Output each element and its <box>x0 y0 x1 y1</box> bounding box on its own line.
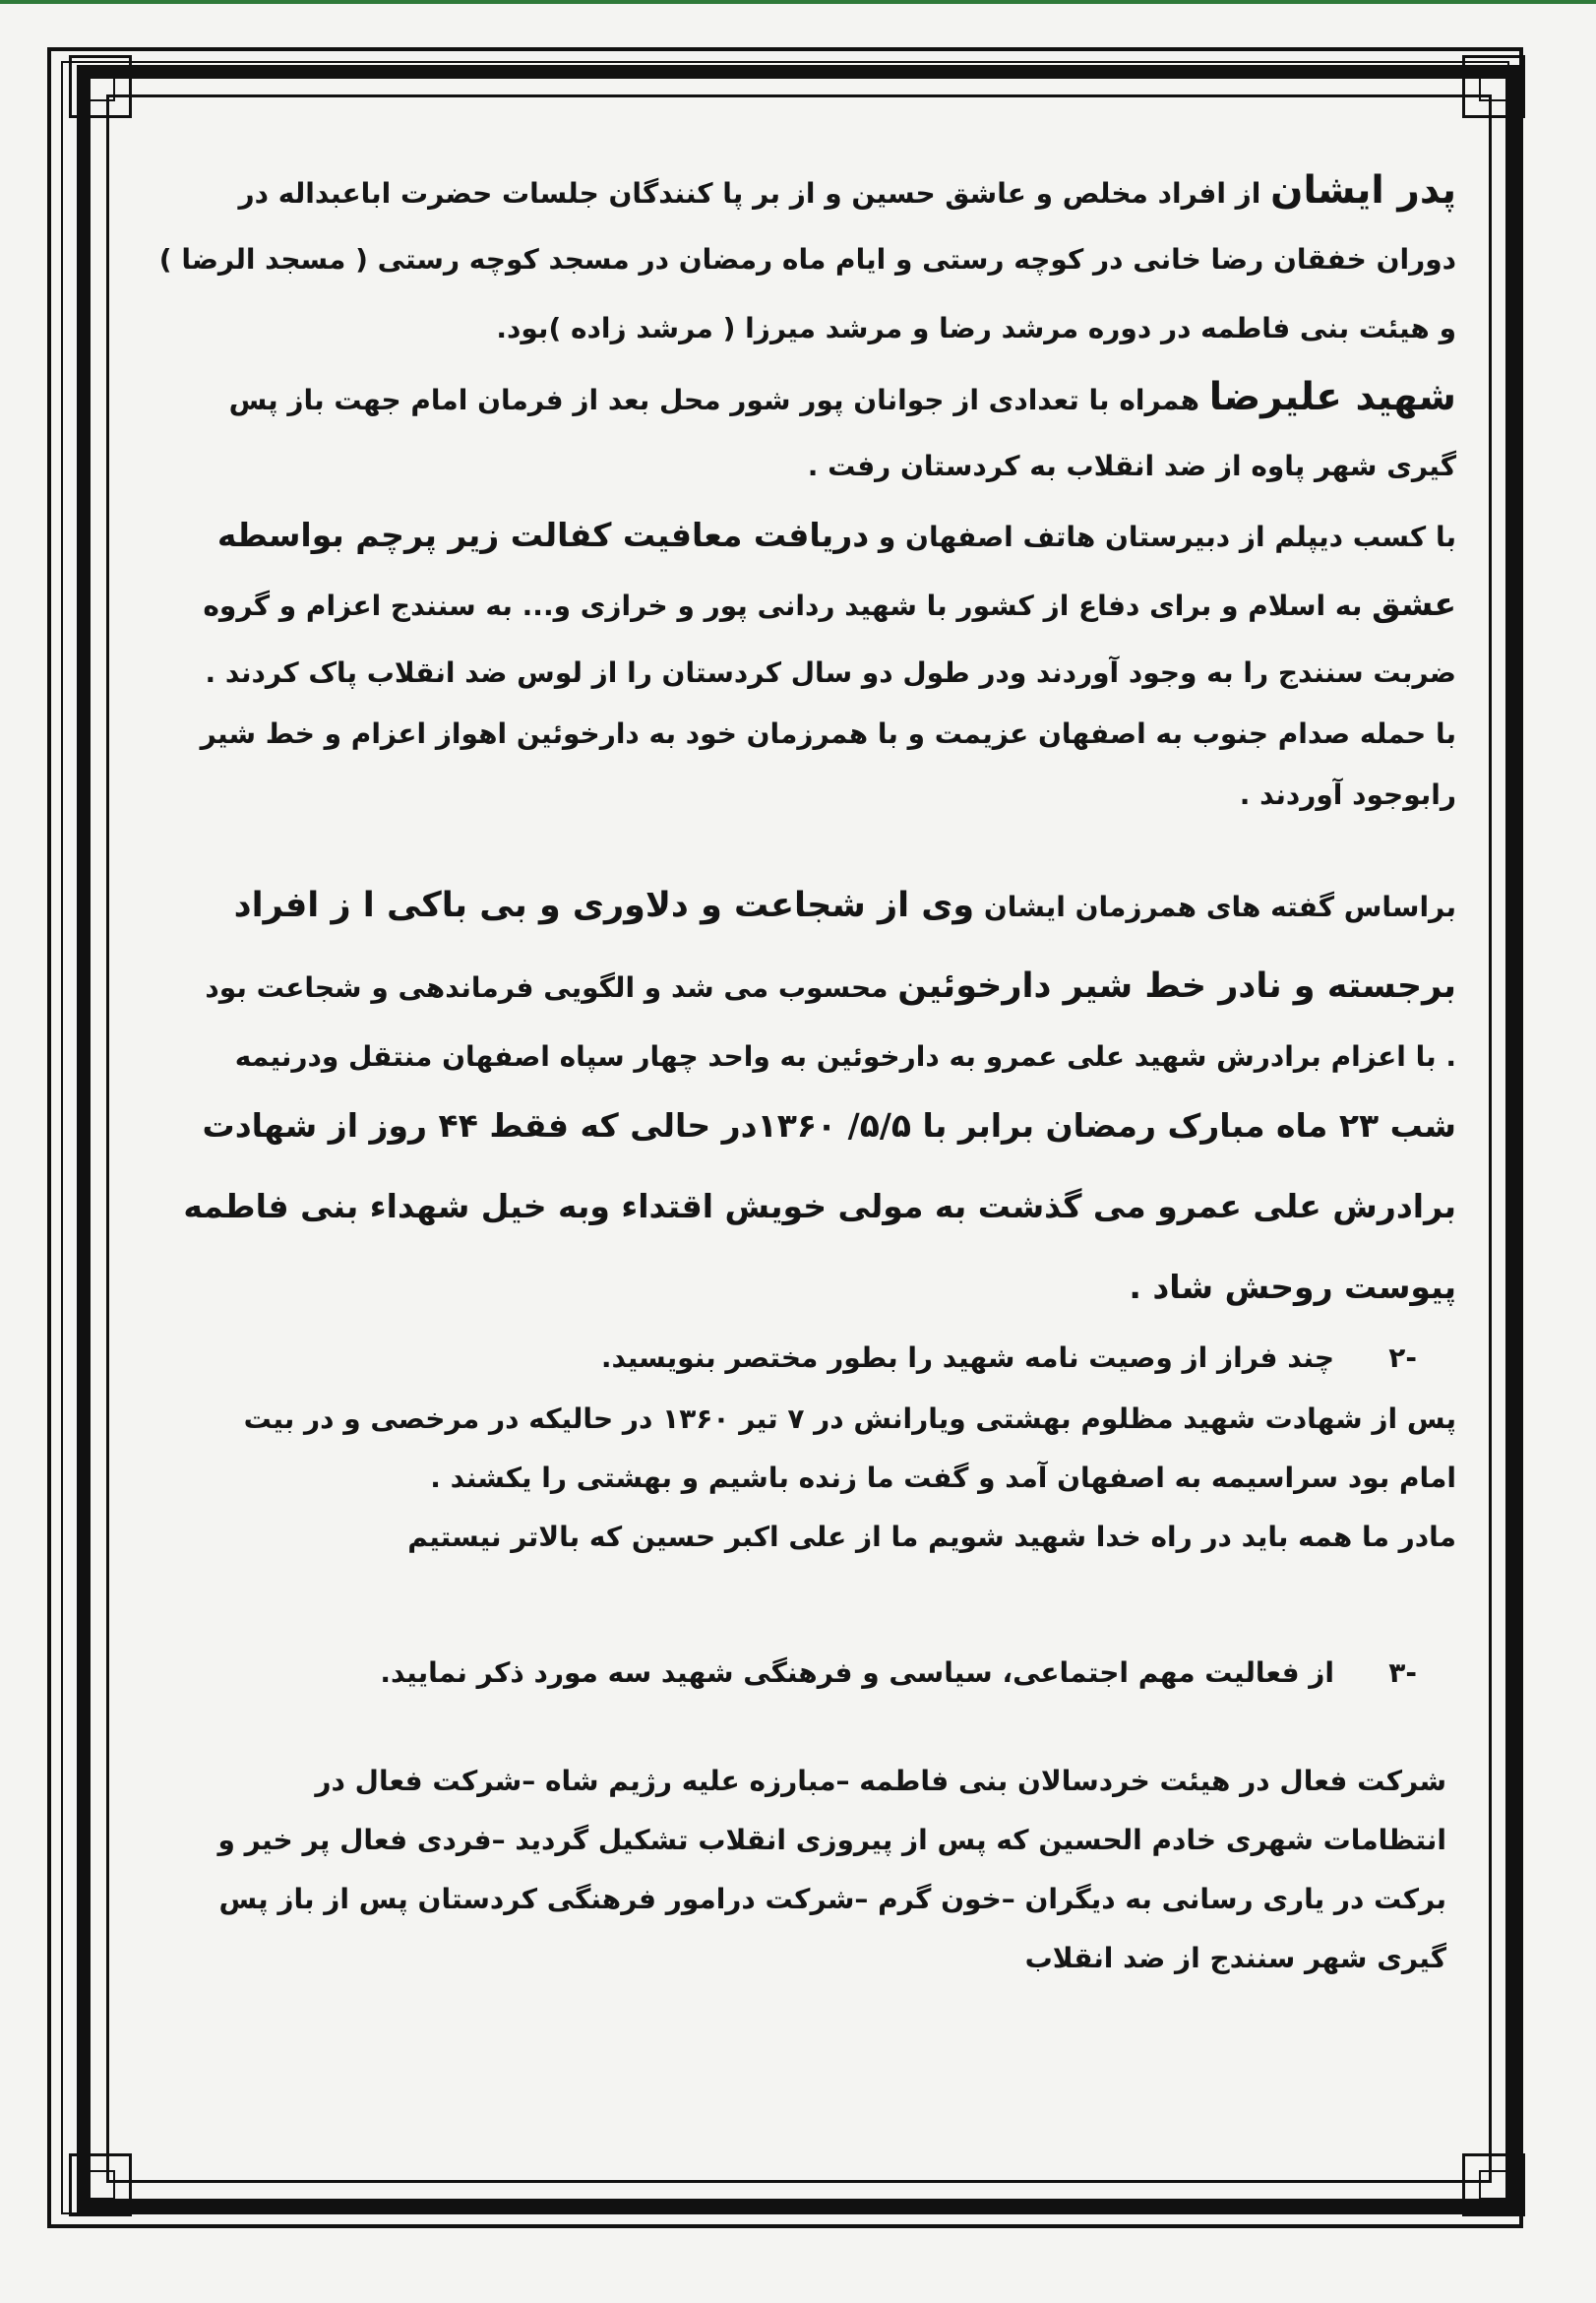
question-3-number: -۳ <box>1388 1656 1417 1689</box>
text-span: با کسب دیپلم از دبیرستان هاتف اصفهان و <box>869 521 1456 553</box>
corner-ornament-top-right <box>1462 55 1525 118</box>
emphasis-distinguished: برجسته و نادر خط شیر دارخوئین <box>897 966 1456 1006</box>
paragraph-martyr-line-1 <box>228 375 1456 420</box>
emphasis-martyr-name: شهید علیرضا <box>1208 375 1456 419</box>
answer-3-line-4: گیری شهر سنندج از ضد انقلاب <box>1024 1942 1446 1974</box>
paragraph-diploma-line-2 <box>203 585 1456 626</box>
answer-3-line-3: برکت در یاری رسانی به دیگران –خون گرم –شرکت درامور فرهنگی کردستان پس از باز پس <box>218 1883 1446 1915</box>
emphasis-father: پدر ایشان <box>1270 168 1456 213</box>
paragraph-comrades-line-2 <box>205 966 1456 1008</box>
emphasis-exemption: دریافت معافیت کفالت زیر پرچم بواسطه <box>216 516 870 554</box>
paragraph-diploma-line-4: با حمله صدام جنوب به اصفهان عزیمت و با همرزمان خود به دارخوئین اهواز اعزام و خط شیر <box>200 717 1456 750</box>
answer-3-line-1: شرکت فعال در هیئت خردسالان بنی فاطمه –مبارزه علیه رژیم شاه –شرکت فعال در <box>315 1765 1446 1797</box>
paragraph-comrades-line-3: . با اعزام برادرش شهید علی عمرو به دارخوئین به واحد چهار سپاه اصفهان منتقل ودرنیمه <box>234 1040 1456 1073</box>
paragraph-father-line-2: دوران خفقان رضا خانی در کوچه رستی و ایام ماه رمضان در مسجد کوچه رستی ( مسجد الرضا ) <box>158 243 1456 276</box>
emphasis-bravery: وی از شجاعت و دلاوری و بی باکی ا ز افراد <box>233 886 975 925</box>
paragraph-comrades-line-5: برادرش علی عمرو می گذشت به مولی خویش اقتداء وبه خیل شهداء بنی فاطمه <box>183 1187 1456 1225</box>
paragraph-father-line-3: و هیئت بنی فاطمه در دوره مرشد رضا و مرشد میرزا ( مرشد زاده )بود. <box>496 312 1456 344</box>
paragraph-diploma-line-1 <box>217 516 1456 557</box>
paragraph-comrades-line-1 <box>234 886 1456 927</box>
question-3 <box>380 1653 1417 1693</box>
paragraph-diploma-line-5: رابوجود آوردند . <box>1239 778 1456 811</box>
top-rule <box>0 0 1596 4</box>
answer-3-line-2: انتظامات شهری خادم الحسین که پس از پیروزی انقلاب تشکیل گردید –فردی فعال پر خیر و <box>217 1824 1446 1856</box>
answer-2-line-1: پس از شهادت شهید مظلوم بهشتی ویارانش در ۷ تیر ۱۳۶۰ در حالیکه در مرخصی و در بیت <box>243 1402 1456 1435</box>
paragraph-martyr-line-2: گیری شهر پاوه از ضد انقلاب به کردستان رفت . <box>807 450 1456 482</box>
text-span: محسوب می شد و الگویی فرماندهی و شجاعت بود <box>205 971 898 1004</box>
text-span: همراه با تعدادی از جوانان پور شور محل بعد از فرمان امام جهت باز پس <box>228 384 1209 416</box>
question-3-text: از فعالیت مهم اجتماعی، سیاسی و فرهنگی شهید سه مورد ذکر نمایید. <box>380 1656 1334 1689</box>
paragraph-comrades-line-6: پیوست روحش شاد . <box>1129 1268 1456 1306</box>
answer-2-line-3: مادر ما همه باید در راه خدا شهید شویم ما از علی اکبر حسین که بالاتر نیستیم <box>407 1521 1456 1553</box>
text-span: از افراد مخلص و عاشق حسین و از بر پا کنندگان جلسات حضرت اباعبداله در <box>238 177 1271 210</box>
question-2 <box>601 1338 1417 1378</box>
text-span: به اسلام و برای دفاع از کشور با شهید ردانی پور و خرازی و... به سنندج اعزام و گروه <box>203 590 1373 622</box>
corner-ornament-top-left <box>69 55 132 118</box>
text-span: براساس گفته های همرزمان ایشان <box>974 891 1456 923</box>
question-2-text: چند فراز از وصیت نامه شهید را بطور مختصر بنویسید. <box>600 1341 1334 1374</box>
corner-ornament-bottom-right <box>1462 2153 1525 2216</box>
corner-ornament-bottom-left <box>69 2153 132 2216</box>
answer-2-line-2: امام بود سراسیمه به اصفهان آمد و گفت ما زنده باشیم و بهشتی را یکشند . <box>430 1462 1456 1494</box>
paragraph-father-line-1 <box>238 168 1456 214</box>
paragraph-diploma-line-3: ضربت سنندج را به وجود آوردند ودر طول دو سال کردستان را از لوس ضد انقلاب پاک کردند . <box>205 656 1456 689</box>
question-2-number: -۲ <box>1388 1341 1417 1374</box>
paragraph-comrades-line-4: شب ۲۳ ماه مبارک رمضان برابر با ۵/۵/ ۱۳۶۰در حالی که فقط ۴۴ روز از شهادت <box>202 1106 1456 1145</box>
emphasis-love: عشق <box>1372 585 1456 623</box>
